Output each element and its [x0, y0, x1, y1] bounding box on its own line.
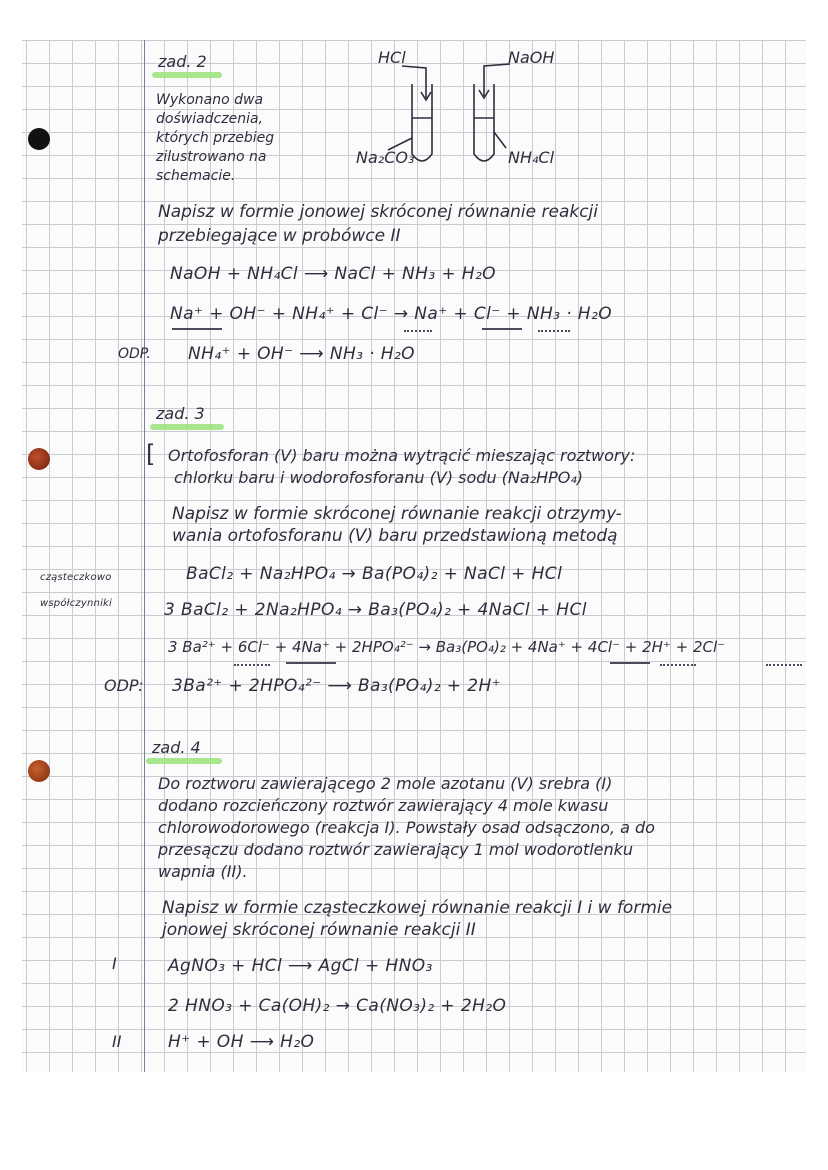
zad4-label-ii: II — [112, 1032, 122, 1051]
zad4-highlight — [146, 758, 222, 764]
zad3-bracket: [ — [146, 440, 156, 468]
zad4-title: zad. 4 — [152, 738, 201, 757]
zad2-eq-molecular: NaOH + NH₄Cl ⟶ NaCl + NH₃ + H₂O — [170, 264, 496, 284]
zad4-intro-line-4: przesączu dodano roztwór zawierający 1 mol wodorotlenku — [158, 840, 634, 859]
zad2-eq-ionic: Na⁺ + OH⁻ + NH₄⁺ + Cl⁻ → Na⁺ + Cl⁻ + NH₃ · H₂O — [170, 304, 612, 324]
zad2-intro-line-2: doświadczenia, — [156, 111, 264, 127]
strike-na-left — [172, 328, 222, 330]
zad4-eq-ii: H⁺ + OH ⟶ H₂O — [168, 1032, 315, 1052]
strike-2cl — [766, 660, 802, 666]
zad3-eq-balanced: 3 BaCl₂ + 2Na₂HPO₄ → Ba₃(PO₄)₂ + 4NaCl + HCl — [164, 600, 587, 620]
zad2-intro-line-1: Wykonano dwa — [156, 92, 264, 108]
zad3-task-line-2: wania ortofosforanu (V) baru przedstawioną metodą — [172, 526, 618, 546]
strike-4na-left — [286, 662, 336, 664]
zad4-task-line-2: jonowej skróconej równanie reakcji II — [162, 920, 476, 940]
zad2-title: zad. 2 — [158, 52, 207, 71]
zad4-intro-line-1: Do roztworu zawierającego 2 mole azotanu (V) srebra (I) — [158, 774, 613, 793]
zad2-intro-line-5: schemacie. — [156, 168, 236, 184]
zad4-task-line-1: Napisz w formie cząsteczkowej równanie reakcji I i w formie — [162, 898, 673, 918]
zad3-eq-ionic: 3 Ba²⁺ + 6Cl⁻ + 4Na⁺ + 2HPO₄²⁻ → Ba₃(PO₄)₂ + 4Na⁺ + 4Cl⁻ + 2H⁺ + 2Cl⁻ — [168, 638, 726, 656]
punch-hole-middle — [28, 448, 50, 470]
zad2-answer-label: ODP. — [118, 346, 151, 362]
punch-hole-lower — [28, 760, 50, 782]
zad2-task-line-1: Napisz w formie jonowej skróconej równanie reakcji — [158, 202, 598, 222]
tube-left-label: Na₂CO₃ — [356, 148, 415, 167]
tube-right-label: NH₄Cl — [508, 148, 555, 167]
zad2-task-line-2: przebiegające w probówce II — [158, 226, 401, 246]
strike-4na-right — [610, 662, 650, 664]
side-note-line-1: cząsteczkowo — [40, 572, 112, 583]
zad2-intro-line-3: których przebieg — [156, 130, 275, 146]
zad3-task-line-1: Napisz w formie skróconej równanie reakcji otrzymy- — [172, 504, 622, 524]
zad4-intro-line-3: chlorowodorowego (reakcja I). Powstały osad odsączono, a do — [158, 818, 655, 837]
zad3-answer: 3Ba²⁺ + 2HPO₄²⁻ ⟶ Ba₃(PO₄)₂ + 2H⁺ — [172, 676, 501, 696]
side-note-line-2: współczynniki — [40, 598, 113, 609]
strike-6cl — [234, 660, 270, 666]
punch-hole-top — [28, 128, 50, 150]
strike-4cl — [660, 660, 696, 666]
zad3-title: zad. 3 — [156, 404, 205, 423]
reagent-left-label: HCl — [378, 48, 406, 67]
zad2-intro-line-4: zilustrowano na — [156, 149, 267, 165]
zad4-eq-i: AgNO₃ + HCl ⟶ AgCl + HNO₃ — [168, 956, 433, 976]
zad4-label-i: I — [112, 954, 117, 973]
zad3-answer-label: ODP: — [104, 676, 144, 695]
zad2-answer: NH₄⁺ + OH⁻ ⟶ NH₃ · H₂O — [188, 344, 415, 364]
zad4-eq-i-b: 2 HNO₃ + Ca(OH)₂ → Ca(NO₃)₂ + 2H₂O — [168, 996, 507, 1016]
zad2-highlight — [152, 72, 222, 78]
zad4-intro-line-5: wapnia (II). — [158, 862, 248, 881]
zad3-intro-line-1: Ortofosforan (V) baru można wytrącić mieszając roztwory: — [168, 446, 636, 465]
zad4-intro-line-2: dodano rozcieńczony roztwór zawierający 4 mole kwasu — [158, 796, 609, 815]
strike-cl-right — [538, 326, 570, 332]
strike-na-right — [482, 328, 522, 330]
margin-line — [144, 40, 145, 1072]
strike-cl-left — [404, 326, 432, 332]
zad3-highlight — [150, 424, 224, 430]
zad3-eq-unbalanced: BaCl₂ + Na₂HPO₄ → Ba(PO₄)₂ + NaCl + HCl — [186, 564, 563, 584]
reagent-right-label: NaOH — [508, 48, 555, 67]
zad3-intro-line-2: chlorku baru i wodorofosforanu (V) sodu (Na₂HPO₄) — [174, 468, 584, 487]
